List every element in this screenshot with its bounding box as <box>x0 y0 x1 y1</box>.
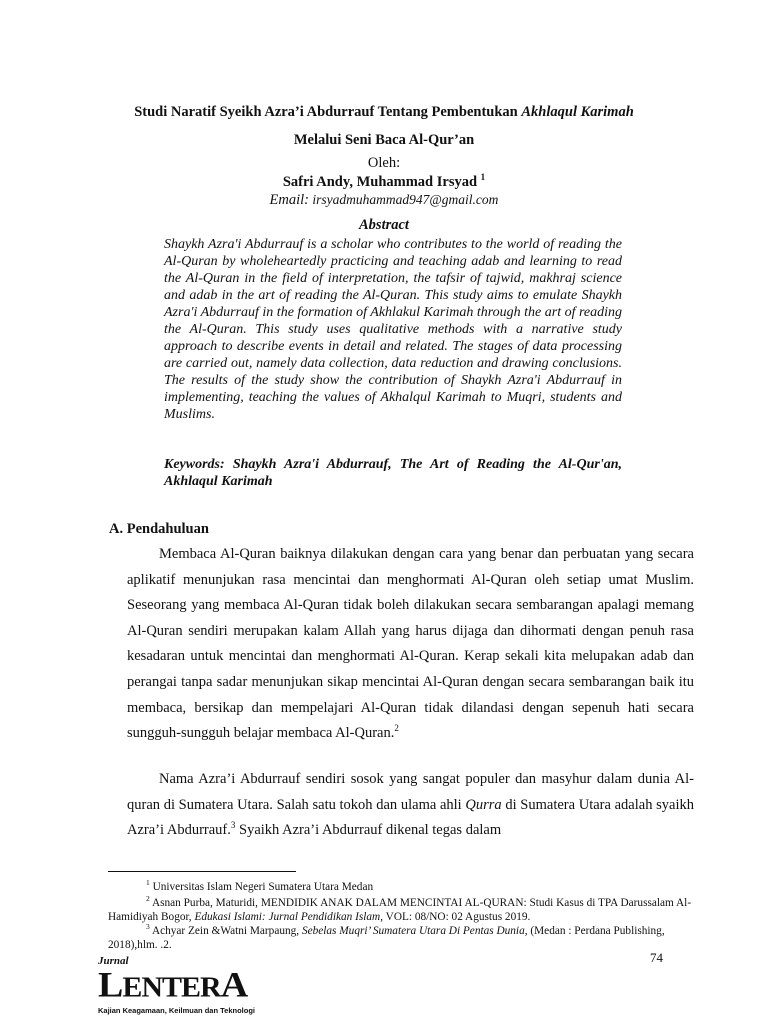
oleh-label: Oleh: <box>367 155 401 171</box>
email-label: Email: <box>269 192 310 208</box>
journal-logo <box>98 955 255 1021</box>
footnote-2: $^2$ Asnan Purba, Maturidi, MENDIDIK ANAK DALAM MENCINTAI AL-QURAN: Studi Kasus di TPA Darussalam Al-Hamidiyah Bogor, Edukasi Islami: Jurnal Pendidikan Islam, VOL: 08/NO: 02 Agustus 2019. <box>108 894 692 923</box>
logo-lentera-wordmark: LENTERA <box>98 965 248 1005</box>
footnote-ref-3[interactable]: 3 <box>230 820 236 831</box>
footnote-3: $^3$ Achyar Zein &Watni Marpaung, Sebelas Muqri’ Sumatera Utara Di Pentas Dunia, (Medan : Perdana Publishing, 2018),hlm. .2. <box>108 922 665 951</box>
body-paragraph-2: Nama Azra’i Abdurrauf sendiri sosok yang sangat populer dan masyhur dalam dunia Al-quran di Sumatera Utara. Salah satu tokoh dan ulama ahli Qurra di Sumatera Utara adalah syaikh Azra’i Abdurrauf.$^3$ Syaikh Azra’i Abdurrauf dikenal tegas dalam <box>127 771 694 839</box>
body-paragraph-1: Membaca Al-Quran baiknya dilakukan dengan cara yang benar dan perbuatan yang secara aplikatif menunjukan rasa mencintai dan menghormati Al-Quran oleh setiap umat Muslim. Seseorang yang membaca Al-Quran tidak boleh dilakukan secara sembarangan apalagi memang Al-Quran sendiri merupakan kalam Allah yang harus dijaga dan dihormati dengan penuh rasa kesadaran untuk mencintai dan menghormati Al-Quran. Kerap sekali kita melupakan adab dan perangai tanpa sadar menunjukan sikap mencintai Al-Quran dengan secara sembarangan baik itu membaca, bersikap dan mempelajari Al-Quran tidak dilandasi dengan sepenuh hati secara sungguh-sungguh belajar membaca Al-Quran.$^2$ <box>127 546 694 742</box>
footnote-ref-2[interactable]: 2 <box>394 723 399 734</box>
footnote-separator <box>108 871 296 872</box>
logo-tagline: Kajian Keagamaan, Keilmuan dan Teknologi <box>98 1006 255 1015</box>
logo-jurnal-text: Jurnal <box>98 955 129 967</box>
abstract-body: Shaykh Azra'i Abdurrauf is a scholar who contributes to the world of reading the Al-Quran by wholeheartedly practicing and teaching adab and learning to read the Al-Quran in the field of interpretation, the tafsir of tajwid, makhraj science and adab in the art of reading the Al-Quran. This study aims to emulate Shaykh Azra'i Abdurrauf in the formation of Akhlakul Karimah through the art of reading the Al-Quran. This study uses qualitative methods with a narrative study approach to describe events in detail and related. The stages of data processing are carried out, namely data collection, data reduction and drawing conclusions. The results of the study show the contribution of Shaykh Azra'i Abdurrauf in implementing, teaching the values of Akhalqul Karimah to Muqri, students and Muslims. <box>164 237 623 422</box>
email-address[interactable]: irsyadmuhammad947@gmail.com <box>312 192 499 207</box>
authors: Safri Andy, Muhammad Irsyad $^1$ <box>282 172 486 190</box>
email-line <box>0 192 768 209</box>
author-footnote-ref: 1 <box>480 172 486 182</box>
section-heading: A. Pendahuluan <box>109 521 209 537</box>
abstract-heading: Abstract <box>359 217 409 233</box>
paper-title-line-1: Studi Naratif Syeikh Azra’i Abdurrauf Tentang Pembentukan Akhlaqul Karimah <box>134 104 634 120</box>
page-number: 74 <box>650 950 663 965</box>
paper-title-line-2: Melalui Seni Baca Al-Qur’an <box>293 132 475 148</box>
keywords: Keywords: Shaykh Azra'i Abdurrauf, The Art of Reading the Al-Qur'an, Akhlaqul Karimah <box>164 457 622 489</box>
footnote-1: $^1$ Universitas Islam Negeri Sumatera Utara Medan <box>146 878 374 893</box>
